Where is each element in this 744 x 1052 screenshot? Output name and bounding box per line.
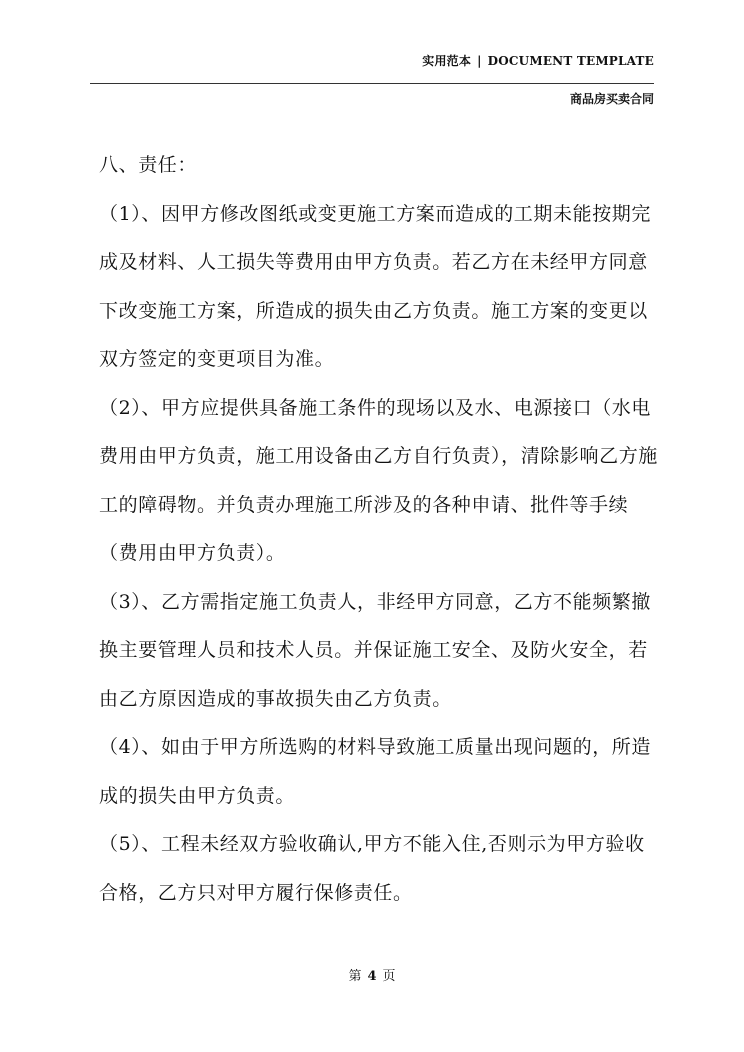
- clause-2-paragraph: （2）、甲方应提供具备施工条件的现场以及水、电源接口（水电费用由甲方负责，施工用设备由乙方自行负责），清除影响乙方施工的障碍物。并负责办理施工所涉及的各种申请、批件等手续（费用由甲方负责）。: [99, 396, 658, 564]
- document-header: [422, 52, 654, 69]
- clause-5-paragraph: （5）、工程未经双方验收确认,甲方不能入住,否则示为甲方验收合格，乙方只对甲方履行保修责任。: [99, 833, 645, 904]
- clause-4-paragraph: （4）、如由于甲方所选购的材料导致施工质量出现问题的，所造成的损失由甲方负责。: [99, 736, 651, 807]
- header-label: 实用范本: [422, 54, 472, 68]
- header-separator: |: [477, 54, 482, 68]
- header-divider: [90, 83, 654, 84]
- section-heading: 八、责任：: [99, 154, 198, 176]
- page-number-suffix: 页: [382, 969, 396, 984]
- clause-1-paragraph: （1）、因甲方修改图纸或变更施工方案而造成的工期未能按期完成及材料、人工损失等费用由甲方负责。若乙方在未经甲方同意下改变施工方案，所造成的损失由乙方负责。施工方案的变更以双方签定的变更项目为准。: [99, 202, 651, 370]
- document-body: [99, 141, 659, 917]
- header-template-label: DOCUMENT TEMPLATE: [487, 54, 654, 68]
- document-subtitle: 商品房买卖合同: [569, 92, 654, 106]
- page-number: [0, 965, 744, 984]
- page-number-value: 4: [367, 969, 377, 984]
- page-number-prefix: 第: [348, 969, 362, 984]
- clause-3-paragraph: （3）、乙方需指定施工负责人，非经甲方同意，乙方不能频繁撤换主要管理人员和技术人员。并保证施工安全、及防火安全，若由乙方原因造成的事故损失由乙方负责。: [99, 590, 651, 710]
